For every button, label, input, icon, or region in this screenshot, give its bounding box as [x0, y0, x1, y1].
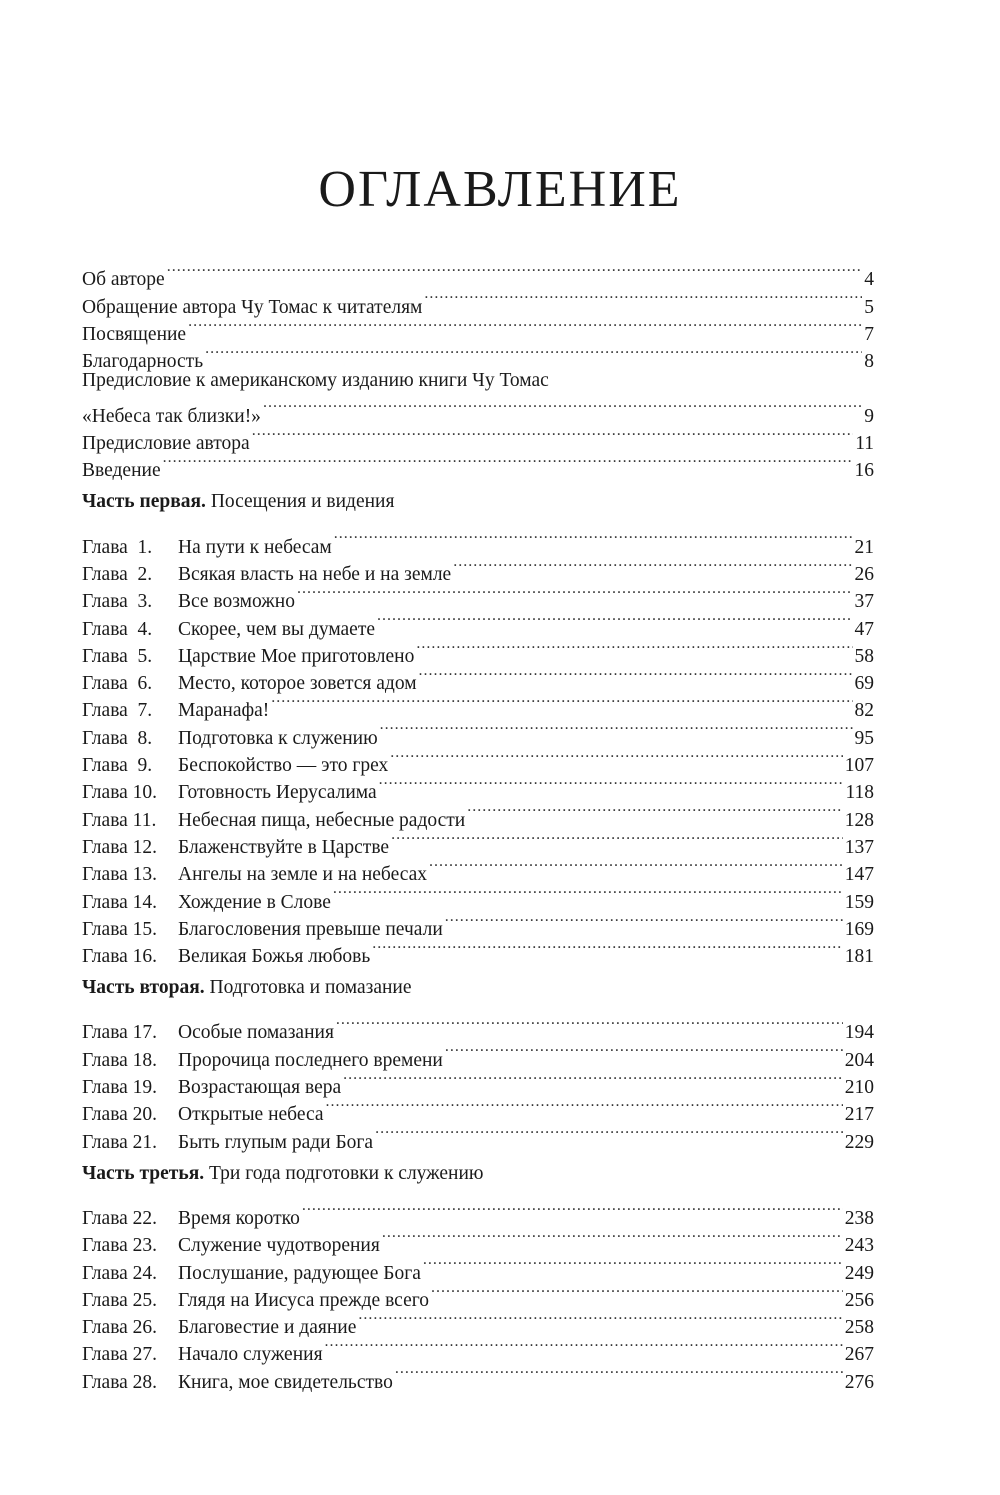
table-of-contents [82, 258, 874, 1393]
dot-leader [431, 1279, 843, 1306]
toc-page-number: 7 [864, 323, 874, 345]
toc-page-number: 16 [854, 460, 874, 482]
chapter-page-number: 258 [844, 1317, 874, 1339]
part-title: Три года подготовки к служению [209, 1162, 484, 1184]
chapter-page-number: 267 [844, 1344, 874, 1366]
toc-entry-title-cont: «Небеса так близки!» [82, 405, 261, 427]
chapter-page-number: 256 [844, 1289, 874, 1311]
dot-leader [252, 422, 854, 449]
dot-leader [382, 1224, 843, 1251]
toc-entry[interactable] [82, 258, 874, 291]
chapter-number: Глава 3. [82, 591, 153, 613]
chapter-number: Глава 11. [82, 809, 157, 831]
dot-leader [326, 1093, 843, 1120]
toc-entry-line [82, 367, 874, 394]
chapter-number: Глава 5. [82, 645, 153, 667]
dot-leader [391, 826, 843, 853]
chapter-number: Глава 13. [82, 864, 158, 886]
chapter-page-number: 37 [854, 591, 874, 613]
toc-entry[interactable] [82, 340, 874, 373]
chapter-label [82, 1232, 380, 1259]
chapter-title: Небесная пища, небесные радости [178, 809, 466, 831]
chapter-label [82, 1074, 341, 1101]
dot-leader [445, 908, 843, 935]
dot-leader [336, 1011, 843, 1038]
chapter-title: Особые помазания [178, 1022, 334, 1044]
toc-page-number: 5 [864, 296, 874, 318]
chapter-number: Глава 22. [82, 1207, 158, 1229]
chapter-label [82, 697, 269, 724]
dot-leader [416, 635, 852, 662]
chapter-number: Глава 26. [82, 1317, 158, 1339]
part-title: Подготовка и помазание [209, 977, 412, 999]
chapter-label [82, 1101, 324, 1128]
chapter-title: Глядя на Иисуса прежде всего [178, 1289, 429, 1311]
dot-leader [263, 394, 862, 421]
chapter-page-number: 229 [844, 1131, 874, 1153]
chapter-title: Пророчица последнего времени [178, 1049, 443, 1071]
toc-entry-title: Предисловие автора [82, 433, 250, 455]
chapter-label [82, 1129, 373, 1156]
dot-leader [380, 716, 853, 743]
chapter-page-number: 69 [854, 673, 874, 695]
toc-entry-title: Об авторе [82, 269, 165, 291]
dot-leader [424, 285, 862, 312]
chapter-label [82, 1019, 334, 1046]
chapter-label [82, 834, 389, 861]
chapter-label [82, 889, 331, 916]
dot-leader [377, 607, 852, 634]
chapter-title: Блаженствуйте в Царстве [178, 836, 390, 858]
chapter-page-number: 107 [844, 755, 874, 777]
chapter-title: Скорее, чем вы думаете [178, 618, 376, 640]
toc-entry[interactable] [82, 394, 874, 427]
dot-leader [163, 449, 853, 476]
chapter-number: Глава 19. [82, 1077, 158, 1099]
chapter-number: Глава 4. [82, 618, 153, 640]
chapter-entry[interactable] [82, 1197, 874, 1229]
toc-entry-title: Предисловие к американскому изданию книги Чу Томас [82, 370, 549, 392]
chapter-title: Беспокойство — это грех [178, 755, 389, 777]
chapter-number: Глава 16. [82, 946, 158, 968]
chapter-page-number: 137 [844, 836, 874, 858]
chapter-title: Возрастающая вера [178, 1077, 342, 1099]
part-heading [82, 1160, 874, 1187]
chapter-page-number: 95 [854, 727, 874, 749]
chapter-number: Глава 27. [82, 1344, 158, 1366]
dot-leader [297, 580, 853, 607]
chapter-title: Место, которое зовется адом [178, 673, 417, 695]
chapter-number: Глава 10. [82, 782, 158, 804]
dot-leader [343, 1066, 843, 1093]
dot-leader [358, 1306, 842, 1333]
chapter-number: Глава 25. [82, 1289, 158, 1311]
chapter-number: Глава 20. [82, 1104, 158, 1126]
dot-leader [205, 340, 862, 367]
dot-leader [467, 798, 843, 825]
dot-leader [334, 525, 853, 552]
chapter-label [82, 534, 332, 561]
chapter-number: Глава 14. [82, 891, 158, 913]
chapter-page-number: 249 [844, 1262, 874, 1284]
dot-leader [167, 258, 863, 285]
chapter-page-number: 147 [844, 864, 874, 886]
chapter-title: Благословения превыше печали [178, 918, 443, 940]
part-title: Посещения и видения [210, 491, 395, 513]
chapter-number: Глава 21. [82, 1131, 158, 1153]
toc-page-number: 9 [864, 405, 874, 427]
chapter-page-number: 47 [854, 618, 874, 640]
chapter-number: Глава 24. [82, 1262, 158, 1284]
chapter-page-number: 204 [844, 1049, 874, 1071]
toc-entry[interactable] [82, 449, 874, 482]
chapter-page-number: 118 [845, 782, 874, 804]
part-number: Часть третья. [82, 1162, 205, 1184]
chapter-label [82, 643, 414, 670]
chapter-title: Служение чудотворения [178, 1235, 380, 1257]
chapter-number: Глава 15. [82, 918, 158, 940]
chapter-entry[interactable] [82, 525, 874, 558]
chapter-page-number: 58 [854, 645, 874, 667]
toc-entry-title: Введение [82, 460, 161, 482]
chapter-label [82, 588, 295, 615]
chapter-page-number: 243 [844, 1235, 874, 1257]
chapter-title: Подготовка к служению [178, 727, 378, 749]
chapter-label [82, 1341, 323, 1368]
chapter-number: Глава 12. [82, 836, 158, 858]
part-number: Часть первая. [82, 491, 206, 513]
chapter-number: Глава 6. [82, 673, 153, 695]
part-heading [82, 974, 874, 1001]
chapter-label [82, 1205, 300, 1232]
toc-entry[interactable] [82, 285, 874, 318]
chapter-title: Хождение в Слове [178, 891, 331, 913]
dot-leader [302, 1197, 843, 1224]
toc-entry-title: Благодарность [82, 351, 204, 373]
chapter-label [82, 779, 377, 806]
chapter-page-number: 21 [854, 536, 874, 558]
chapter-number: Глава 28. [82, 1371, 158, 1393]
chapter-page-number: 210 [844, 1077, 874, 1099]
toc-page-number: 8 [864, 351, 874, 373]
dot-leader [445, 1038, 843, 1065]
chapter-label [82, 1369, 393, 1396]
dot-leader [325, 1333, 843, 1360]
chapter-title: Царствие Мое приготовлено [178, 645, 415, 667]
chapter-title: Всякая власть на небе и на земле [178, 563, 452, 585]
dot-leader [429, 853, 843, 880]
dot-leader [333, 880, 843, 907]
chapter-title: Начало служения [178, 1344, 323, 1366]
chapter-number: Глава 1. [82, 536, 153, 558]
dot-leader [423, 1251, 843, 1278]
dot-leader [419, 662, 853, 689]
dot-leader [271, 689, 852, 716]
dot-leader [390, 744, 842, 771]
chapter-page-number: 194 [844, 1022, 874, 1044]
toc-entry-title: Обращение автора Чу Томас к читателям [82, 296, 423, 318]
chapter-title: Время коротко [178, 1207, 300, 1229]
chapter-title: Ангелы на земле и на небесах [178, 864, 428, 886]
chapter-page-number: 26 [854, 563, 874, 585]
chapter-label [82, 1314, 356, 1341]
toc-page-number: 4 [864, 269, 874, 291]
dot-leader [395, 1360, 843, 1387]
chapter-number: Глава 7. [82, 700, 153, 722]
dot-leader [372, 935, 843, 962]
chapter-number: Глава 2. [82, 563, 153, 585]
chapter-label [82, 1260, 421, 1287]
chapter-page-number: 82 [854, 700, 874, 722]
chapter-title: Открытые небеса [178, 1104, 324, 1126]
chapter-page-number: 159 [844, 891, 874, 913]
chapter-title: Быть глупым ради Бога [178, 1131, 374, 1153]
chapter-title: Маранафа! [178, 700, 270, 722]
toc-entry[interactable] [82, 313, 874, 345]
toc-entry-title: Посвящение [82, 323, 187, 345]
chapter-title: Все возможно [178, 591, 295, 613]
chapter-page-number: 181 [844, 946, 874, 968]
chapter-number: Глава 17. [82, 1022, 158, 1044]
chapter-number: Глава 23. [82, 1235, 158, 1257]
dot-leader [379, 771, 844, 798]
chapter-number: Глава 9. [82, 755, 153, 777]
part-heading [82, 488, 874, 515]
chapter-title: Великая Божья любовь [178, 946, 371, 968]
dot-leader [188, 313, 862, 340]
chapter-page-number: 217 [844, 1104, 874, 1126]
page-title: ОГЛАВЛЕНИЕ [318, 161, 682, 218]
dot-leader [453, 553, 852, 580]
chapter-title: На пути к небесам [178, 536, 332, 558]
chapter-title: Послушание, радующее Бога [178, 1262, 421, 1284]
toc-page-number: 11 [855, 433, 874, 455]
chapter-label [82, 752, 388, 779]
chapter-number: Глава 8. [82, 727, 153, 749]
chapter-page-number: 238 [844, 1207, 874, 1229]
dot-leader [375, 1120, 843, 1147]
part-number: Часть вторая. [82, 977, 205, 999]
chapter-title: Благовестие и даяние [178, 1317, 357, 1339]
chapter-entry[interactable] [82, 1011, 874, 1044]
chapter-title: Книга, мое свидетельство [178, 1371, 393, 1393]
chapter-page-number: 128 [844, 809, 874, 831]
chapter-number: Глава 18. [82, 1049, 158, 1071]
chapter-label [82, 616, 375, 643]
chapter-page-number: 169 [844, 918, 874, 940]
chapter-page-number: 276 [844, 1371, 874, 1393]
chapter-title: Готовность Иерусалима [178, 782, 377, 804]
chapter-label [82, 725, 378, 752]
chapter-label [82, 943, 370, 970]
